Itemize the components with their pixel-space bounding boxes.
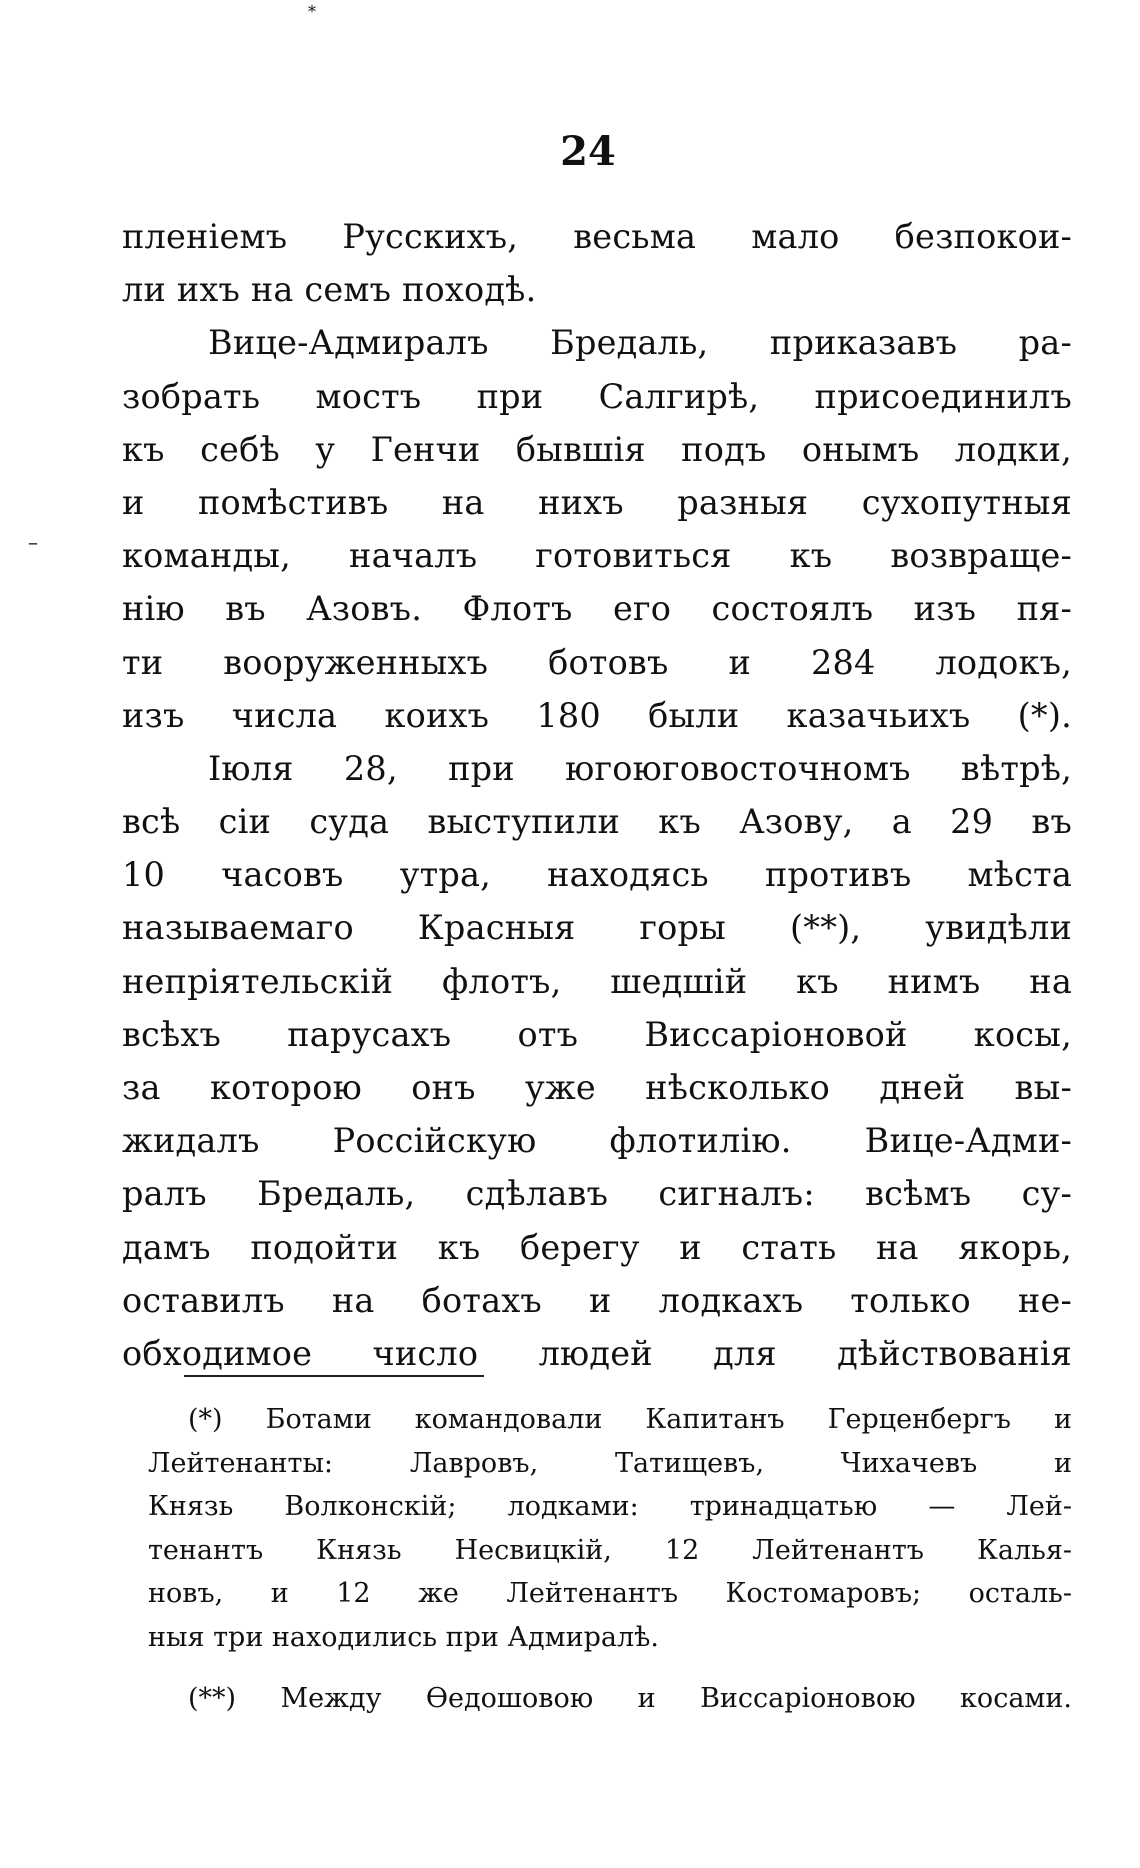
text-line: Іюля 28, при югоюговосточномъ вѣтрѣ, bbox=[208, 748, 1072, 788]
footnote-line: (*) Ботами командовали Капитанъ Герценбергъ и bbox=[188, 1404, 1072, 1435]
text-line: 10 часовъ утра, находясь противъ мѣста bbox=[122, 855, 1072, 895]
footnotes bbox=[148, 1398, 1072, 1721]
text-line: ли ихъ на семъ походѣ. bbox=[122, 270, 537, 310]
footnote-1 bbox=[148, 1398, 1072, 1659]
footnote-line: Князь Волконскій; лодками: тринадцатью — Лей- bbox=[148, 1491, 1072, 1522]
main-text bbox=[122, 210, 1072, 1380]
text-line: ралъ Бредаль, сдѣлавъ сигналъ: всѣмъ су- bbox=[122, 1174, 1072, 1214]
text-line: за которою онъ уже нѣсколько дней вы- bbox=[122, 1068, 1072, 1107]
footnote-line: ныя три находились при Адмиралѣ. bbox=[148, 1621, 659, 1653]
text-line: всѣхъ парусахъ отъ Виссаріоновой косы, bbox=[122, 1014, 1072, 1054]
text-line: жидалъ Россійскую флотилію. Вице-Адми- bbox=[122, 1121, 1072, 1161]
text-line: дамъ подойти къ берегу и стать на якорь, bbox=[122, 1227, 1072, 1267]
stray-mark: * bbox=[308, 2, 316, 21]
footnote-line: Лейтенанты: Лавровъ, Татищевъ, Чихачевъ и bbox=[148, 1447, 1072, 1479]
text-line: пленіемъ Русскихъ, весьма мало безпокои- bbox=[122, 217, 1072, 256]
footnote-line: новъ, и 12 же Лейтенантъ Костомаровъ; осталь- bbox=[148, 1578, 1072, 1609]
text-line: нію въ Азовъ. Флотъ его состоялъ изъ пя- bbox=[122, 589, 1072, 629]
page-number: 24 bbox=[560, 128, 616, 175]
text-line: изъ числа коихъ 180 были казачьихъ (*). bbox=[122, 695, 1072, 735]
text-line: оставилъ на ботахъ и лодкахъ только не- bbox=[122, 1280, 1072, 1320]
footnote-2 bbox=[148, 1677, 1072, 1721]
text-line: обходимое число людей для дѣйствованія bbox=[122, 1333, 1072, 1373]
footnote-divider bbox=[184, 1375, 484, 1377]
text-line: и помѣстивъ на нихъ разныя сухопутныя bbox=[122, 482, 1072, 522]
text-line: зобрать мостъ при Салгирѣ, присоединилъ bbox=[122, 376, 1072, 416]
text-line: къ себѣ у Генчи бывшія подъ онымъ лодки, bbox=[122, 429, 1072, 469]
text-line: команды, началъ готовиться къ возвраще- bbox=[122, 536, 1072, 576]
text-line: всѣ сіи суда выступили къ Азову, а 29 въ bbox=[122, 802, 1072, 842]
footnote-line: тенантъ Князь Несвицкій, 12 Лейтенантъ Калья- bbox=[148, 1534, 1072, 1566]
text-line: непріятельскій флотъ, шедшій къ нимъ на bbox=[122, 961, 1072, 1001]
text-line: называемаго Красныя горы (**), увидѣли bbox=[122, 908, 1072, 948]
text-line: Вице-Адмиралъ Бредаль, приказавъ ра- bbox=[208, 323, 1072, 363]
margin-mark: – bbox=[28, 530, 38, 554]
text-line: ти вооруженныхъ ботовъ и 284 лодокъ, bbox=[122, 642, 1072, 682]
footnote-line: (**) Между Ѳедошовою и Виссаріоновою косами. bbox=[188, 1683, 1072, 1714]
